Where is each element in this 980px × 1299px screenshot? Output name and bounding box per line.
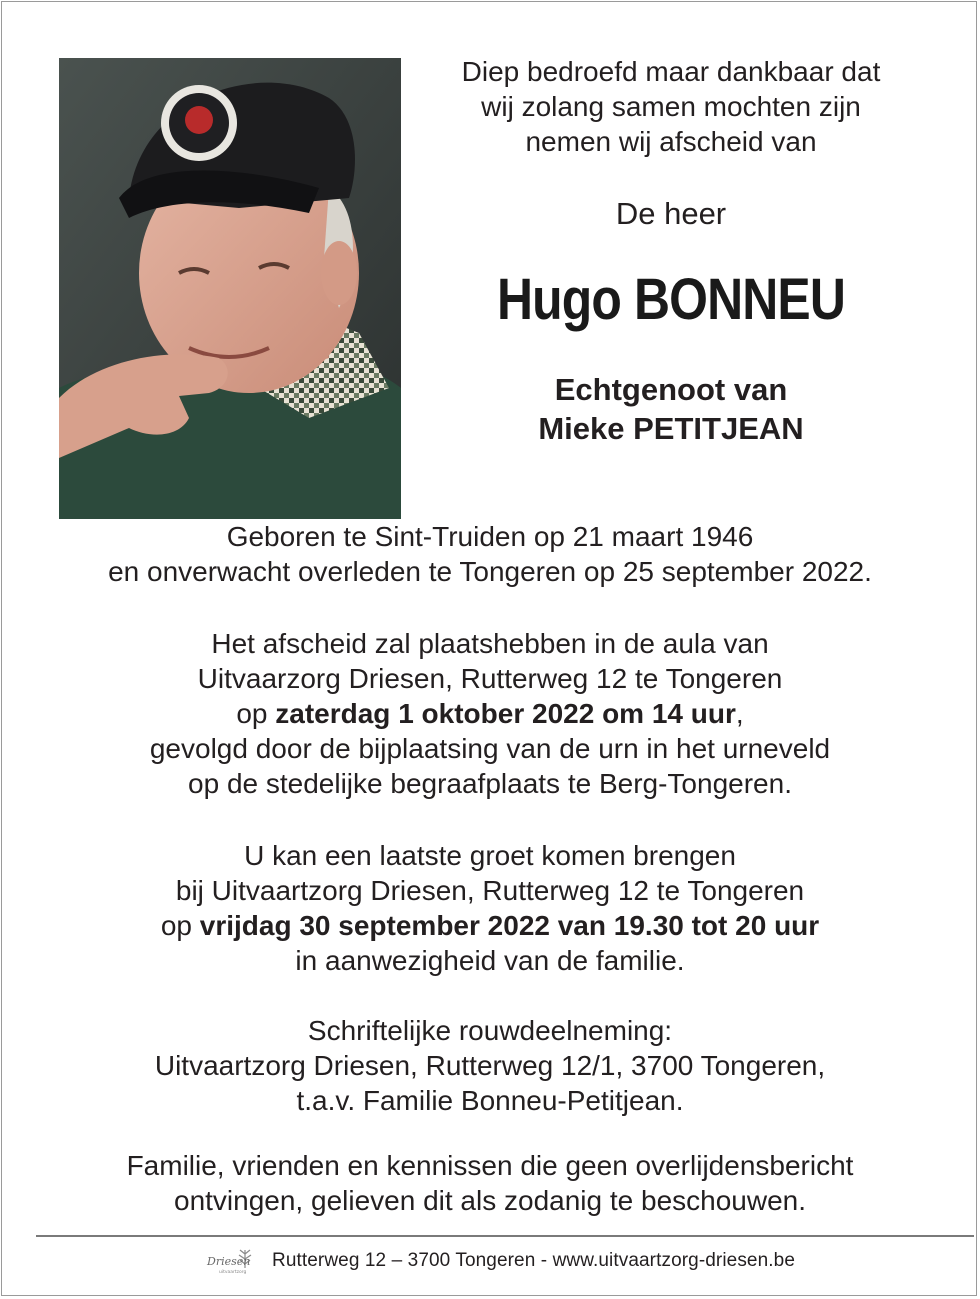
condolence-line: t.a.v. Familie Bonneu-Petitjean.	[296, 1085, 684, 1116]
visitation-line: U kan een laatste groet komen brengen	[244, 840, 736, 871]
visitation-date-line	[20, 908, 960, 943]
condolence-line: Uitvaartzorg Driesen, Rutterweg 12/1, 3700 Tongeren,	[154, 1050, 826, 1081]
footer-divider	[36, 1235, 974, 1237]
visitation-line: bij Uitvaartzorg Driesen, Rutterweg 12 te Tongeren	[175, 875, 805, 906]
funeral-line: Uitvaarzorg Driesen, Rutterweg 12 te Tongeren	[197, 663, 783, 694]
funeral-date-prefix: op	[236, 698, 276, 729]
intro-line: nemen wij afscheid van	[525, 126, 817, 157]
closing-line: ontvingen, gelieven dit als zodanig te beschouwen.	[174, 1185, 806, 1216]
footer-address: Rutterweg 12 – 3700 Tongeren - www.uitvaartzorg-driesen.be	[272, 1250, 795, 1271]
deceased-name: Hugo BONNEU	[496, 267, 845, 332]
birth-line: Geboren te Sint-Truiden op 21 maart 1946	[226, 521, 754, 552]
death-line: en onverwacht overleden te Tongeren op 25 september 2022.	[108, 556, 872, 587]
funeral-date-line	[20, 696, 960, 731]
funeral-line: Het afscheid zal plaatshebben in de aula van	[211, 628, 769, 659]
svg-text:uitvaartzorg: uitvaartzorg	[219, 1270, 247, 1275]
salutation: De heer	[615, 196, 727, 231]
birth-death-paragraph	[20, 519, 960, 589]
funeral-paragraph	[20, 626, 960, 801]
closing-line: Familie, vrienden en kennissen die geen overlijdensbericht	[126, 1150, 854, 1181]
condolence-paragraph	[20, 1013, 960, 1118]
funeral-line: gevolgd door de bijplaatsing van de urn in het urneveld	[149, 733, 831, 764]
footer	[150, 1243, 850, 1279]
intro-line: wij zolang samen mochten zijn	[481, 91, 861, 122]
spouse-name: Mieke PETITJEAN	[538, 411, 804, 446]
intro-line: Diep bedroefd maar dankbaar dat	[461, 56, 881, 87]
visitation-line: in aanwezigheid van de familie.	[295, 945, 685, 976]
condolence-line: Schriftelijke rouwdeelneming:	[307, 1015, 673, 1046]
spouse-info	[415, 370, 927, 448]
funeral-date-suffix: ,	[735, 698, 744, 729]
svg-text:Driesen: Driesen	[207, 1255, 251, 1268]
portrait-photo	[59, 58, 401, 519]
funeral-line: op de stedelijke begraafplaats te Berg-Tongeren.	[188, 768, 792, 799]
funeral-home-logo	[205, 1246, 260, 1276]
closing-paragraph	[20, 1148, 960, 1218]
funeral-date: zaterdag 1 oktober 2022 om 14 uur	[275, 698, 736, 729]
intro-text	[415, 54, 927, 159]
spouse-label: Echtgenoot van	[554, 372, 788, 407]
visitation-date: vrijdag 30 september 2022 van 19.30 tot 20 uur	[199, 910, 820, 941]
visitation-date-prefix: op	[160, 910, 200, 941]
visitation-paragraph	[20, 838, 960, 978]
